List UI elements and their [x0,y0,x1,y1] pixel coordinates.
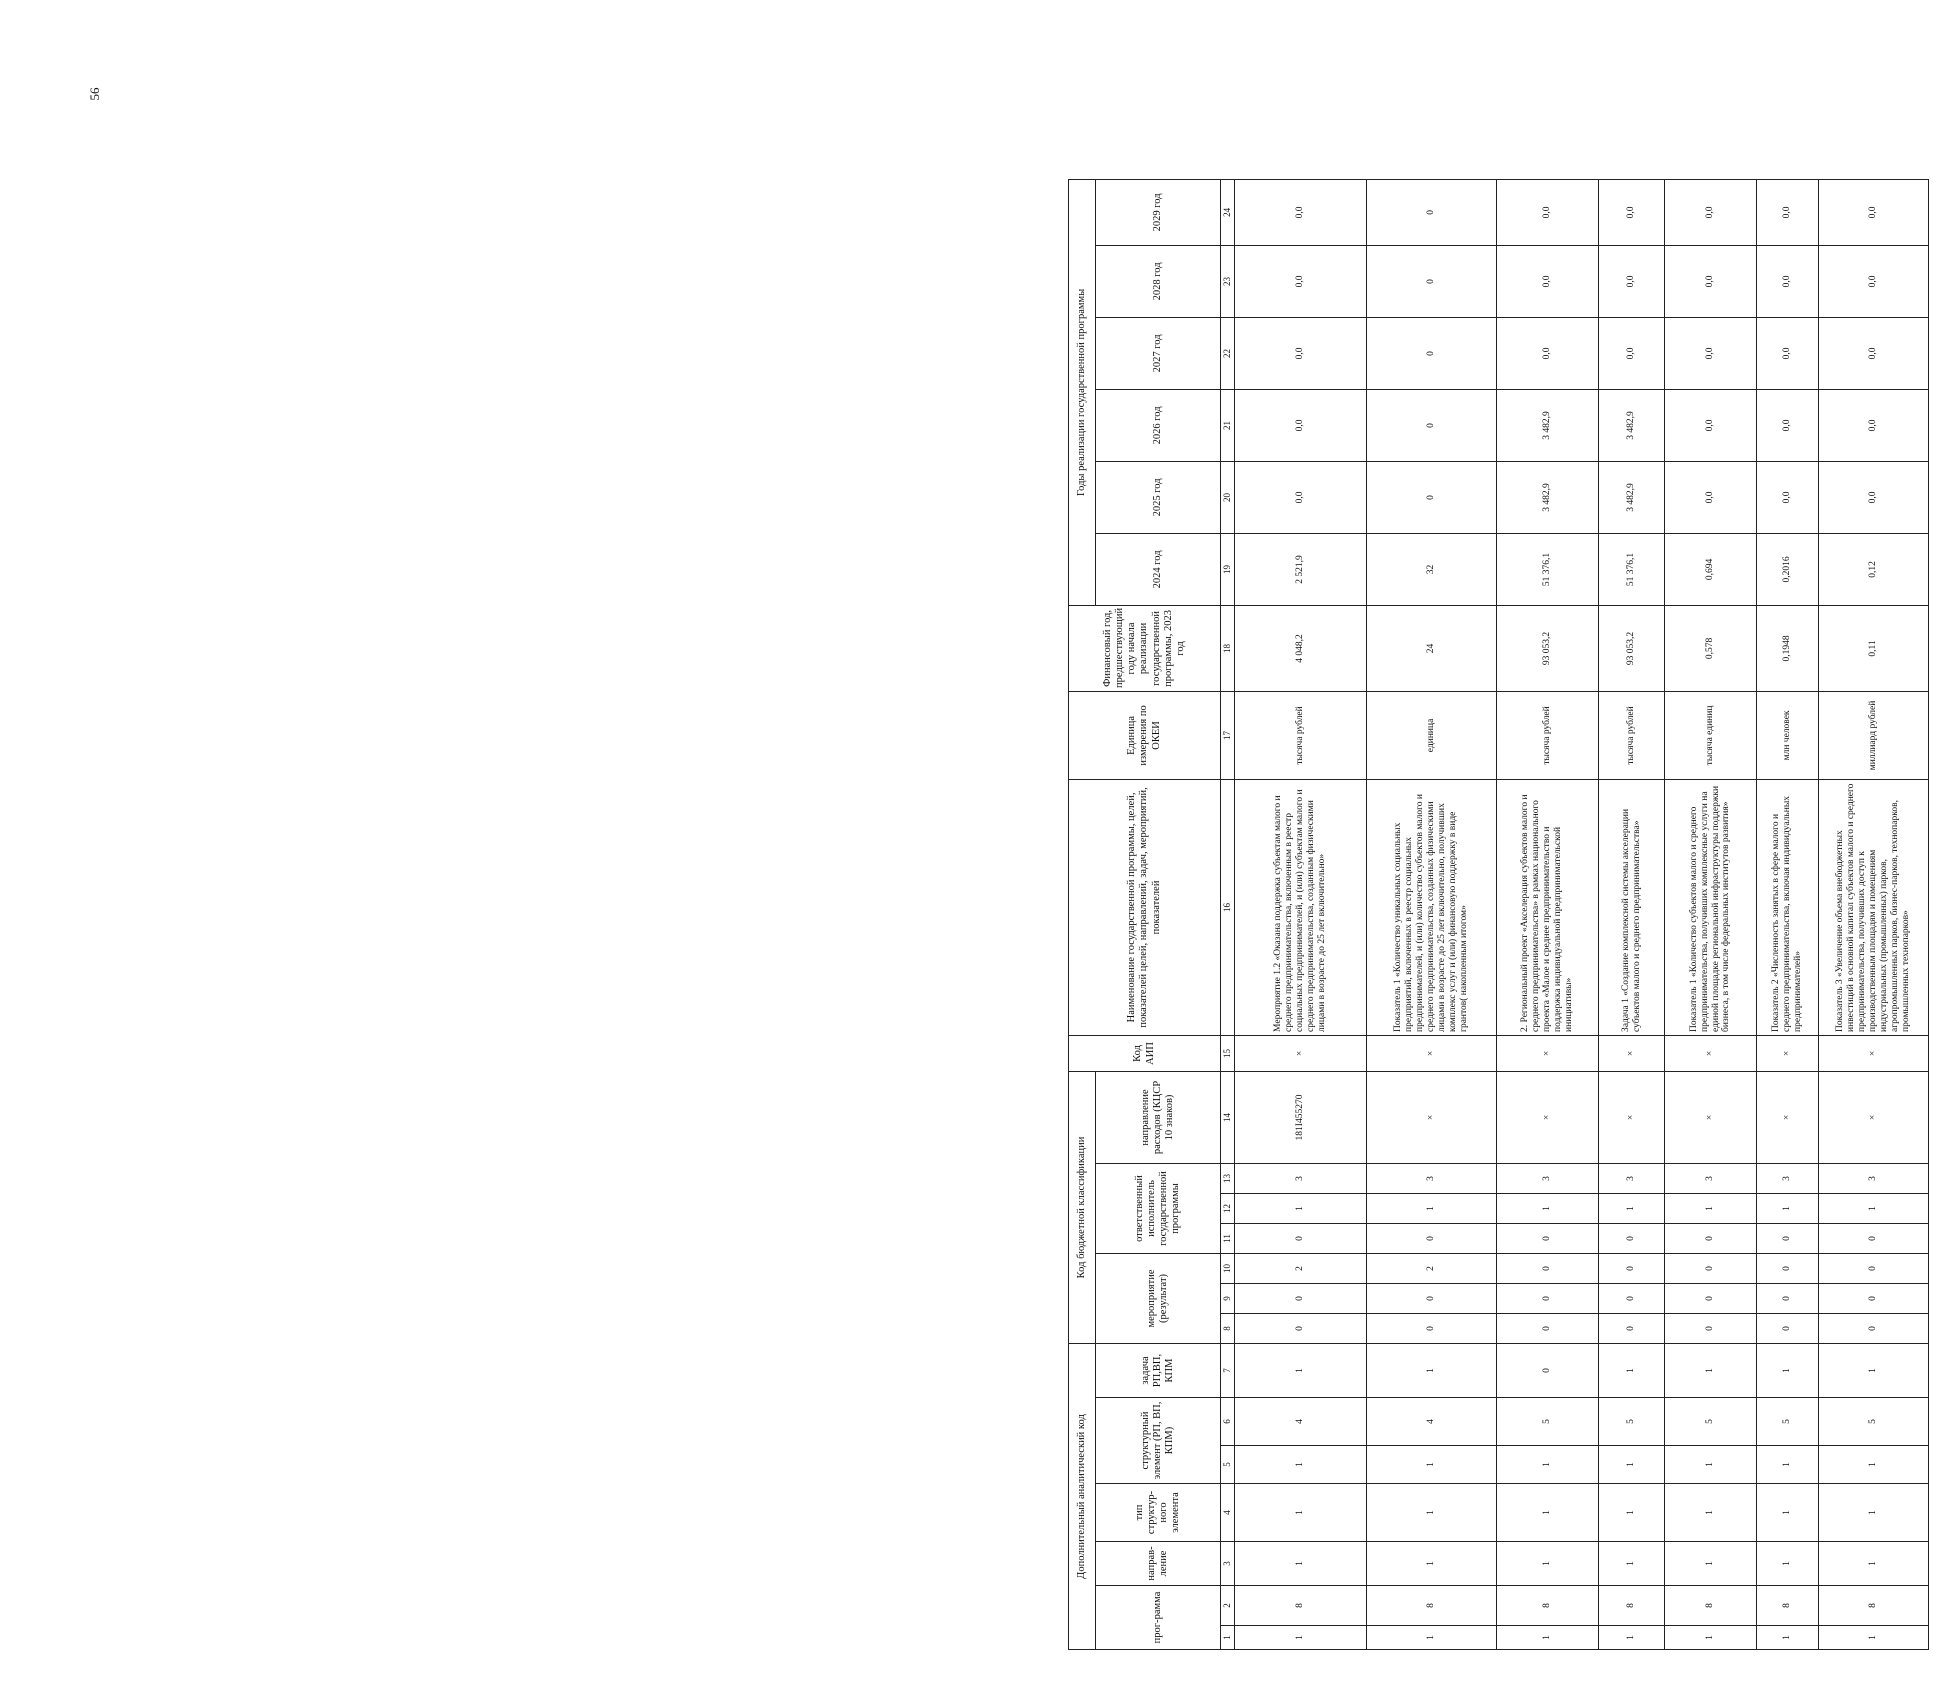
column-number: 16 [1221,779,1235,1035]
column-number: 10 [1221,1254,1235,1284]
code-cell: 0 [1665,1284,1757,1314]
code-cell: 1 [1819,1626,1929,1650]
code-cell: 1 [1599,1542,1665,1586]
code-cell: 5 [1757,1398,1819,1446]
column-number: 2 [1221,1586,1235,1626]
code-cell: 3 [1235,1164,1367,1194]
code-cell: 1 [1497,1626,1599,1650]
code-cell: 3 [1497,1164,1599,1194]
code-cell: 2 [1367,1254,1497,1284]
code-cell: 1 [1235,1626,1367,1650]
table-body [1235,179,1929,1649]
code-cell: 0 [1497,1224,1599,1254]
code-cell: × [1819,1071,1929,1163]
year-value: 0,0 [1235,389,1367,461]
base-year-value: 4 048,2 [1235,605,1367,691]
page-number: 56 [87,87,102,101]
year-value: 0,12 [1819,533,1929,605]
header-executor: ответственный исполнитель государственной программы [1096,1164,1221,1254]
year-value: 0,0 [1665,389,1757,461]
code-cell: 8 [1599,1586,1665,1626]
year-value: 0 [1367,317,1497,389]
column-number: 11 [1221,1224,1235,1254]
code-cell: 0 [1665,1224,1757,1254]
unit-cell: млн человек [1757,691,1819,779]
column-number: 7 [1221,1344,1235,1398]
code-cell: 1 [1757,1484,1819,1542]
header-expense: направление расходов (КЦСР 10 знаков) [1096,1071,1221,1163]
code-cell: 1 [1599,1626,1665,1650]
code-cell: 0 [1367,1284,1497,1314]
code-cell: 0 [1665,1254,1757,1284]
year-value: 2 521,9 [1235,533,1367,605]
header-year-2024: 2024 год [1096,533,1221,605]
header-base-year: Финансовый год, предшествующий году начала реализации государственной программы, 2023 год [1069,605,1221,691]
code-cell: 1 [1665,1542,1757,1586]
code-cell: 1 [1497,1194,1599,1224]
header-task: задача РП,ВП, КПМ [1096,1344,1221,1398]
unit-cell: тысяча рублей [1599,691,1665,779]
code-cell: 1 [1367,1194,1497,1224]
code-cell: 0 [1235,1314,1367,1344]
code-cell: 1 [1599,1344,1665,1398]
code-cell: × [1665,1035,1757,1071]
year-value: 3 482,9 [1599,461,1665,533]
code-cell: 0 [1497,1314,1599,1344]
row-name: 2. Региональный проект «Акселерация субъектов малого и среднего предпринимательства» в рамках национального проекта «Малое и среднее предпринимательство и поддержка индивидуальной предпринимательской инициативы» [1497,779,1599,1035]
table-row [1235,179,1367,1649]
year-value: 0,0 [1235,179,1367,245]
row-name: Задача 1 «Создание комплексной системы акселерации субъектов малого и среднего предпринимательства» [1599,779,1665,1035]
code-cell: × [1497,1035,1599,1071]
year-value: 0,0 [1599,245,1665,317]
code-cell: × [1235,1035,1367,1071]
code-cell: 1 [1367,1542,1497,1586]
code-cell: 0 [1757,1254,1819,1284]
code-cell: 1 [1235,1542,1367,1586]
code-cell: 1 [1367,1446,1497,1484]
header-program: прог-рамма [1096,1586,1221,1650]
code-cell: 8 [1235,1586,1367,1626]
code-cell: 1 [1367,1484,1497,1542]
code-cell: 0 [1599,1254,1665,1284]
code-cell: 3 [1819,1164,1929,1194]
code-cell: 0 [1497,1284,1599,1314]
column-number: 23 [1221,245,1235,317]
year-value: 0,0 [1235,317,1367,389]
column-number: 21 [1221,389,1235,461]
code-cell: 5 [1819,1398,1929,1446]
code-cell: 0 [1757,1224,1819,1254]
code-cell: 1 [1367,1626,1497,1650]
column-number: 3 [1221,1542,1235,1586]
unit-cell: тысяча единиц [1665,691,1757,779]
header-event: мероприятие (результат) [1096,1254,1221,1344]
column-number: 13 [1221,1164,1235,1194]
code-cell: 0 [1235,1284,1367,1314]
year-value: 0 [1367,389,1497,461]
code-cell: 1 [1235,1194,1367,1224]
code-cell: 3 [1757,1164,1819,1194]
column-number: 18 [1221,605,1235,691]
code-cell: 0 [1757,1284,1819,1314]
year-value: 0,0 [1819,245,1929,317]
code-cell: 8 [1497,1586,1599,1626]
header-year-2029: 2029 год [1096,179,1221,245]
base-year-value: 93 053,2 [1599,605,1665,691]
code-cell: 1 [1665,1344,1757,1398]
code-cell: 1 [1367,1344,1497,1398]
year-value: 0 [1367,245,1497,317]
code-cell: 1 [1819,1194,1929,1224]
code-cell: × [1367,1071,1497,1163]
row-name: Показатель 2 «Численность занятых в сфере малого и среднего предпринимательства, включая индивидуальных предпринимателей» [1757,779,1819,1035]
code-cell: 5 [1497,1398,1599,1446]
year-value: 0,2016 [1757,533,1819,605]
base-year-value: 0,1948 [1757,605,1819,691]
code-cell: 0 [1819,1314,1929,1344]
row-name: Показатель 1 «Количество субъектов малого и среднего предпринимательства, получивших комплексные услуги на единой площадке региональной инфраструктуры поддержки бизнеса, в том числе федеральных институтов развития» [1665,779,1757,1035]
code-cell: 1 [1235,1446,1367,1484]
code-cell: 1 [1497,1484,1599,1542]
code-cell: × [1665,1071,1757,1163]
year-value: 0,694 [1665,533,1757,605]
year-value: 0,0 [1235,245,1367,317]
base-year-value: 24 [1367,605,1497,691]
document-table-sheet [1068,193,1958,1650]
year-value: 0,0 [1757,179,1819,245]
table-row [1757,179,1819,1649]
column-number: 1 [1221,1626,1235,1650]
code-cell: 1 [1665,1194,1757,1224]
code-cell: 0 [1497,1344,1599,1398]
year-value: 0 [1367,461,1497,533]
code-cell: × [1757,1071,1819,1163]
header-year-2028: 2028 год [1096,245,1221,317]
code-cell: 0 [1819,1284,1929,1314]
year-value: 51 376,1 [1497,533,1599,605]
header-year-2026: 2026 год [1096,389,1221,461]
year-value: 0,0 [1235,461,1367,533]
column-number: 17 [1221,691,1235,779]
program-table [1068,179,1929,1650]
code-cell: 1 [1665,1484,1757,1542]
column-number: 4 [1221,1484,1235,1542]
header-struct-element: структурный элемент (РП, ВП, КПМ) [1096,1398,1221,1484]
code-cell: 2 [1235,1254,1367,1284]
code-cell: 0 [1665,1314,1757,1344]
code-cell: 1 [1757,1446,1819,1484]
header-budget-code: Код бюджетной классификации [1069,1071,1096,1343]
column-number-row [1221,179,1235,1649]
year-value: 0,0 [1665,317,1757,389]
code-cell: 0 [1235,1224,1367,1254]
code-cell: 0 [1599,1284,1665,1314]
row-name: Мероприятие 1.2 «Оказана поддержка субъектам малого и среднего предпринимательства, включенным в реестр социальных предпринимателей, и (или) субъектам малого и среднего предпринимательства, созданным физическими лицами в возрасте до 25 лет включительно» [1235,779,1367,1035]
year-value: 0,0 [1497,245,1599,317]
code-cell: 4 [1367,1398,1497,1446]
code-cell: 1 [1819,1484,1929,1542]
code-cell: 5 [1599,1398,1665,1446]
code-cell: 1 [1599,1484,1665,1542]
code-cell: 1 [1819,1446,1929,1484]
row-name: Показатель 1 «Количество уникальных социальных предприятий, включенных в реестр социальных предпринимателей, и (или) количество субъектов малого и среднего предпринимательства, созданных физическими лицами в возрасте до 25 лет включительно, получивших комплекс услуг и (или) финансовую поддержку в виде грантов( накопленным итогом» [1367,779,1497,1035]
table-row [1819,179,1929,1649]
column-number: 24 [1221,179,1235,245]
code-cell: 1 [1599,1194,1665,1224]
code-cell: 0 [1367,1224,1497,1254]
year-value: 0,0 [1757,461,1819,533]
code-cell: 0 [1599,1314,1665,1344]
year-value: 32 [1367,533,1497,605]
column-number: 19 [1221,533,1235,605]
code-cell: 8 [1367,1586,1497,1626]
header-analytic-code: Дополнительный аналитический код [1069,1344,1096,1650]
unit-cell: тысяча рублей [1235,691,1367,779]
year-value: 0,0 [1819,461,1929,533]
header-year-2027: 2027 год [1096,317,1221,389]
code-cell: 8 [1819,1586,1929,1626]
year-value: 0,0 [1599,179,1665,245]
header-direction: направ-ление [1096,1542,1221,1586]
code-cell: 0 [1497,1254,1599,1284]
year-value: 0 [1367,179,1497,245]
year-value: 0,0 [1665,461,1757,533]
column-number: 14 [1221,1071,1235,1163]
code-cell: 0 [1819,1224,1929,1254]
header-name: Наименование государственной программы, целей, показателей целей, направлений, задач, мероприятий, показателей [1069,779,1221,1035]
header-kod-aip: Код АИП [1069,1035,1221,1071]
code-cell: 3 [1665,1164,1757,1194]
year-value: 0,0 [1819,317,1929,389]
code-cell: 0 [1367,1314,1497,1344]
column-number: 5 [1221,1446,1235,1484]
column-number: 22 [1221,317,1235,389]
year-value: 0,0 [1757,317,1819,389]
column-number: 8 [1221,1314,1235,1344]
code-cell: 1 [1235,1484,1367,1542]
unit-cell: тысяча рублей [1497,691,1599,779]
header-type-struct: тип структур-ного элемента [1096,1484,1221,1542]
column-number: 9 [1221,1284,1235,1314]
unit-cell: единица [1367,691,1497,779]
code-cell: × [1599,1071,1665,1163]
code-cell: 1 [1757,1626,1819,1650]
table-row [1599,179,1665,1649]
year-value: 51 376,1 [1599,533,1665,605]
table-row [1497,179,1599,1649]
table-row [1367,179,1497,1649]
code-cell: × [1757,1035,1819,1071]
header-unit: Единица измерения по ОКЕИ [1069,691,1221,779]
code-cell: 1 [1235,1344,1367,1398]
year-value: 3 482,9 [1497,461,1599,533]
column-number: 6 [1221,1398,1235,1446]
year-value: 0,0 [1497,179,1599,245]
column-number: 12 [1221,1194,1235,1224]
year-value: 3 482,9 [1497,389,1599,461]
year-value: 0,0 [1819,179,1929,245]
table-row [1665,179,1757,1649]
code-cell: 0 [1599,1224,1665,1254]
unit-cell: миллиард рублей [1819,691,1929,779]
code-cell: 0 [1819,1254,1929,1284]
year-value: 0,0 [1665,245,1757,317]
code-cell: 1 [1819,1344,1929,1398]
year-value: 0,0 [1599,317,1665,389]
year-value: 0,0 [1497,317,1599,389]
year-value: 3 482,9 [1599,389,1665,461]
code-cell: × [1367,1035,1497,1071]
code-cell: 1 [1819,1542,1929,1586]
column-number: 15 [1221,1035,1235,1071]
header-years-group: Годы реализации государственной программы [1069,179,1096,605]
code-cell: 1 [1665,1626,1757,1650]
header-year-2025: 2025 год [1096,461,1221,533]
year-value: 0,0 [1757,389,1819,461]
code-cell: 3 [1599,1164,1665,1194]
code-cell: 1 [1497,1542,1599,1586]
code-cell: 181I455270 [1235,1071,1367,1163]
code-cell: × [1819,1035,1929,1071]
code-cell: 3 [1367,1164,1497,1194]
row-name: Показатель 3 «Увеличение объема внебюджетных инвестиций в основной капитал субъектов малого и среднего предпринимательства, получивших доступ к производственным площадям и помещениям индустриальных (промышленных) парков, агропромышленных парков, бизнес-парков, технопарков, промышленных технопарков» [1819,779,1929,1035]
base-year-value: 93 053,2 [1497,605,1599,691]
code-cell: 1 [1757,1542,1819,1586]
code-cell: × [1497,1071,1599,1163]
base-year-value: 0,578 [1665,605,1757,691]
code-cell: 1 [1757,1344,1819,1398]
code-cell: 5 [1665,1398,1757,1446]
code-cell: 1 [1757,1194,1819,1224]
year-value: 0,0 [1819,389,1929,461]
code-cell: 8 [1665,1586,1757,1626]
year-value: 0,0 [1665,179,1757,245]
column-number: 20 [1221,461,1235,533]
code-cell: 1 [1665,1446,1757,1484]
year-value: 0,0 [1757,245,1819,317]
code-cell: 8 [1757,1586,1819,1626]
code-cell: × [1599,1035,1665,1071]
code-cell: 1 [1497,1446,1599,1484]
base-year-value: 0,11 [1819,605,1929,691]
code-cell: 0 [1757,1314,1819,1344]
code-cell: 4 [1235,1398,1367,1446]
code-cell: 1 [1599,1446,1665,1484]
